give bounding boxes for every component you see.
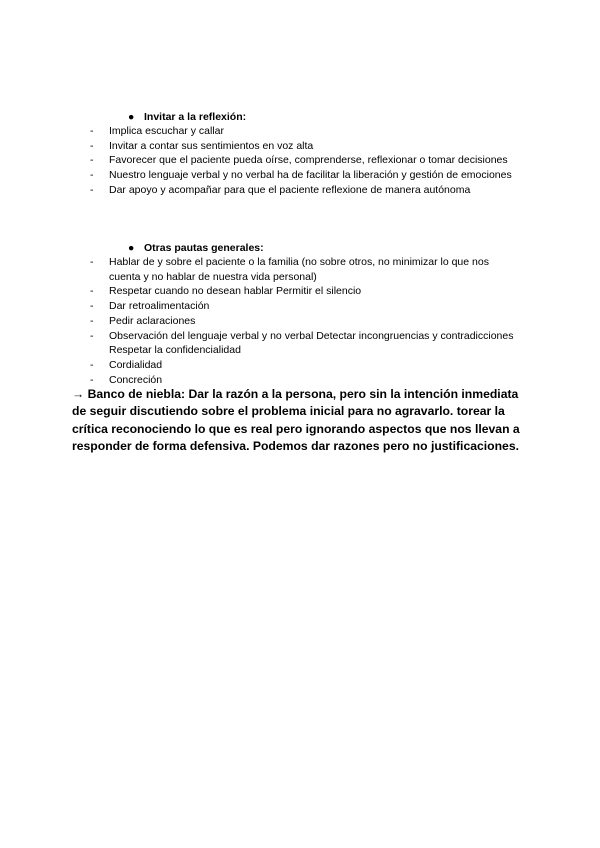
- list-item: - Concreción: [90, 373, 163, 386]
- list-item: - Respetar cuando no desean hablar Permitir el silencio: [90, 285, 362, 298]
- list-item: - Invitar a contar sus sentimientos en voz alta: [90, 139, 314, 152]
- list-item: - Pedir aclaraciones: [90, 314, 196, 327]
- dash-bullet-icon: -: [90, 183, 94, 196]
- list-item: - Hablar de y sobre el paciente o la familia (no sobre otros, no minimizar lo que nos cuenta y no hablar de nuestra vida personal): [90, 256, 489, 283]
- dash-bullet-icon: -: [90, 139, 94, 152]
- section-heading-reflexion: [128, 110, 246, 124]
- list-item: - Nuestro lenguaje verbal y no verbal ha de facilitar la liberación y gestión de emociones: [90, 169, 512, 182]
- section-heading-otras-pautas: [128, 241, 264, 255]
- dash-bullet-icon: -: [90, 300, 94, 313]
- list-item: - Observación del lenguaje verbal y no verbal Detectar incongruencias y contradicciones Respetar la confidencialidad: [90, 329, 514, 357]
- reflexion-list: [90, 124, 520, 198]
- list-item: - Favorecer que el paciente pueda oírse, comprenderse, reflexionar o tomar decisiones: [90, 154, 508, 167]
- dash-bullet-icon: -: [90, 125, 94, 137]
- dash-bullet-icon: -: [90, 256, 94, 268]
- list-item: - Dar retroalimentación: [90, 300, 210, 313]
- dash-bullet-icon: -: [90, 373, 94, 386]
- bullet-icon: ●: [128, 111, 135, 123]
- bullet-icon: ●: [128, 242, 135, 254]
- section-heading-text: Otras pautas generales:: [144, 242, 264, 254]
- dash-bullet-icon: -: [90, 285, 94, 298]
- dash-bullet-icon: -: [90, 358, 94, 371]
- dash-bullet-icon: -: [90, 314, 94, 327]
- list-item: - Dar apoyo y acompañar para que el paciente reflexione de manera autónoma: [90, 183, 471, 196]
- list-item: - Cordialidad: [90, 358, 163, 371]
- banco-de-niebla-paragraph: [72, 386, 528, 455]
- paragraph-text: Banco de niebla: Dar la razón a la persona, pero sin la intención inmediata de seguir discutiendo sobre el problema inicial para no agravarlo. torear la crítica reconociendo lo que es real pero ignorando aspectos que nos llevan a responder de forma defensiva. Podemos dar razones pero no justificaciones.: [72, 387, 520, 453]
- arrow-icon: →: [72, 387, 85, 401]
- dash-bullet-icon: -: [90, 329, 94, 342]
- otras-pautas-list: [90, 255, 520, 387]
- dash-bullet-icon: -: [90, 169, 94, 182]
- list-item: - Implica escuchar y callar: [90, 125, 224, 137]
- dash-bullet-icon: -: [90, 154, 94, 167]
- section-heading-text: Invitar a la reflexión:: [144, 111, 247, 123]
